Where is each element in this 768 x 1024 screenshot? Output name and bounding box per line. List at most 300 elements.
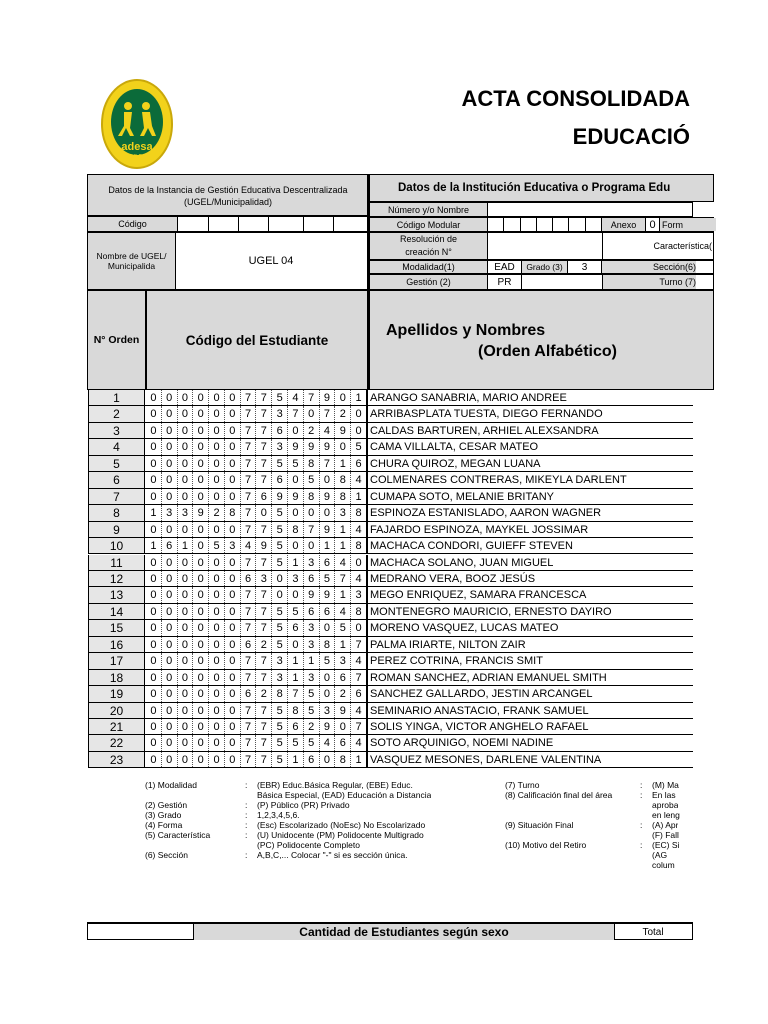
ugel-value: UGEL 04: [248, 255, 294, 267]
table-row: [88, 472, 693, 488]
code-digit: 3: [178, 505, 194, 520]
code-digit: 0: [225, 604, 241, 619]
row-number: 19: [88, 686, 145, 701]
code-digit: 7: [355, 671, 362, 684]
note-label: (1) Modalidad: [145, 780, 197, 790]
code-digit: 1: [355, 490, 362, 503]
apellidos-header: [368, 290, 714, 390]
code-digit: 2: [304, 719, 320, 734]
code-digit: 1: [355, 392, 362, 404]
code-digit: 9: [288, 439, 304, 454]
code-digit: 0: [304, 406, 320, 421]
code-digit: 0: [146, 670, 162, 685]
code-digit: 5: [304, 703, 320, 718]
code-digit: 8: [225, 505, 241, 520]
code-digit: 4: [335, 555, 351, 570]
title-line-1: ACTA CONSOLIDADA: [461, 86, 690, 111]
code-digit: 0: [288, 538, 304, 553]
code-digit: 4: [355, 704, 362, 717]
code-digit: 0: [178, 555, 194, 570]
code-digit: 3: [225, 538, 241, 553]
code-digit: 7: [241, 620, 257, 635]
row-number: 23: [88, 752, 145, 767]
code-digit: 0: [193, 571, 209, 586]
table-row: [88, 390, 693, 406]
note-separator: :: [245, 820, 248, 830]
code-digit: 0: [146, 735, 162, 750]
note-label: (9) Situación Final: [505, 820, 574, 830]
code-digit: 0: [193, 719, 209, 734]
code-digit: 0: [146, 587, 162, 602]
code-digit: 5: [288, 456, 304, 471]
instancia-label: Datos de la Instancia de Gestión Educativa Descentralizada (UGEL/Municipalidad): [108, 185, 348, 207]
code-digit: 7: [256, 670, 272, 685]
code-digit: 5: [272, 752, 288, 767]
code-digit: 1: [335, 637, 351, 652]
table-row: [88, 620, 693, 636]
code-digit: 7: [241, 390, 257, 405]
note-separator: :: [245, 800, 248, 810]
code-digit: 0: [320, 620, 336, 635]
code-digit: 0: [225, 703, 241, 718]
code-digit: 0: [355, 424, 362, 437]
note-separator: :: [245, 850, 248, 860]
code-digit: 0: [209, 406, 225, 421]
code-digit: 0: [193, 752, 209, 767]
logo-subtext: I.E.P.: [131, 154, 143, 160]
student-code: [146, 390, 368, 405]
table-row: [88, 522, 693, 538]
code-digit: 0: [146, 686, 162, 701]
code-digit: 6: [241, 637, 257, 652]
code-digit: 0: [162, 439, 178, 454]
code-digit: 0: [146, 571, 162, 586]
student-name: MONTENEGRO MAURICIO, ERNESTO DAYIRO: [370, 605, 612, 618]
code-digit: 0: [162, 735, 178, 750]
code-digit: 6: [355, 688, 362, 701]
code-digit: 0: [288, 587, 304, 602]
code-digit: 0: [225, 735, 241, 750]
student-code: [146, 505, 368, 520]
code-digit: 1: [288, 653, 304, 668]
codigo-divider: [238, 217, 239, 231]
school-logo: [100, 78, 174, 170]
codigo-header-label: Código del Estudiante: [185, 332, 329, 348]
code-digit: 0: [193, 406, 209, 421]
resolucion-label: Resolución de creación N°: [370, 233, 488, 259]
code-digit: 5: [272, 505, 288, 520]
code-digit: 7: [304, 390, 320, 405]
code-digit: 5: [320, 653, 336, 668]
total-label: Total: [642, 926, 664, 938]
code-digit: 0: [320, 505, 336, 520]
code-digit: 6: [320, 555, 336, 570]
code-digit: 0: [178, 439, 194, 454]
code-digit: 6: [256, 489, 272, 504]
student-code: [146, 406, 368, 421]
code-digit: 7: [256, 439, 272, 454]
student-code: [146, 620, 368, 635]
code-digit: 0: [162, 456, 178, 471]
code-digit: 0: [193, 538, 209, 553]
code-digit: 0: [209, 472, 225, 487]
table-row: [88, 489, 693, 505]
row-number: 21: [88, 719, 145, 734]
code-digit: 0: [225, 571, 241, 586]
code-digit: 0: [335, 719, 351, 734]
student-name: MEGO ENRIQUEZ, SAMARA FRANCESCA: [370, 589, 587, 602]
modalidad-row: [368, 260, 714, 274]
student-name: FAJARDO ESPINOZA, MAYKEL JOSSIMAR: [370, 523, 589, 536]
code-digit: 7: [256, 587, 272, 602]
code-digit: 0: [193, 653, 209, 668]
code-digit: 0: [193, 439, 209, 454]
code-digit: 0: [355, 408, 362, 421]
code-digit: 1: [335, 456, 351, 471]
code-digit: 4: [320, 423, 336, 438]
code-digit: 7: [241, 472, 257, 487]
code-digit: 0: [209, 703, 225, 718]
note-separator: :: [640, 820, 643, 830]
code-digit: 4: [241, 538, 257, 553]
code-digit: 1: [304, 653, 320, 668]
row-number: 16: [88, 637, 145, 652]
note-text: (PC) Polidocente Completo: [257, 840, 360, 850]
code-digit: 9: [304, 587, 320, 602]
code-digit: 0: [272, 587, 288, 602]
code-digit: 8: [335, 489, 351, 504]
code-digit: 8: [288, 522, 304, 537]
student-name: PEREZ COTRINA, FRANCIS SMIT: [370, 655, 543, 668]
code-digit: 0: [162, 489, 178, 504]
grado-value: 3: [568, 261, 602, 273]
note-separator: :: [245, 780, 248, 790]
note-text: aproba: [652, 800, 679, 810]
student-code: [146, 604, 368, 619]
institution-title: Datos de la Institución Educativa o Programa Edu: [398, 182, 671, 194]
title-line-2: EDUCACIÓ: [572, 124, 690, 149]
row-number: 3: [88, 423, 145, 438]
caracteristica-label: Característica(: [602, 233, 716, 259]
code-digit: 9: [304, 439, 320, 454]
code-digit: 0: [146, 653, 162, 668]
code-digit: 0: [193, 735, 209, 750]
code-digit: 1: [146, 538, 162, 553]
apellidos-header-label: Apellidos y Nombres: [386, 322, 546, 339]
student-code: [146, 637, 368, 652]
code-digit: 5: [288, 735, 304, 750]
orden-alfabetico-label: (Orden Alfabético): [478, 343, 617, 360]
code-digit: 3: [304, 620, 320, 635]
code-digit: 7: [256, 555, 272, 570]
table-row: [88, 439, 693, 455]
code-digit: 7: [256, 719, 272, 734]
code-digit: 6: [320, 604, 336, 619]
logo-text: adesa: [121, 141, 153, 153]
code-digit: 0: [178, 406, 194, 421]
code-digit: 0: [146, 620, 162, 635]
code-digit: 7: [304, 522, 320, 537]
code-digit: 7: [256, 653, 272, 668]
student-code: [146, 555, 368, 570]
code-digit: 7: [241, 522, 257, 537]
code-digit: 0: [193, 620, 209, 635]
code-digit: 3: [304, 670, 320, 685]
code-digit: 6: [355, 457, 362, 470]
code-digit: 0: [193, 604, 209, 619]
footer-bar: [87, 922, 693, 940]
code-digit: 3: [320, 703, 336, 718]
student-code: [146, 423, 368, 438]
code-digit: 7: [320, 406, 336, 421]
code-digit: 8: [320, 637, 336, 652]
code-digit: 4: [288, 390, 304, 405]
code-digit: 6: [288, 620, 304, 635]
note-text: A,B,C,... Colocar "-" si es sección única.: [257, 850, 408, 860]
code-digit: 9: [320, 719, 336, 734]
row-number: 10: [88, 538, 145, 553]
table-row: [88, 555, 693, 571]
code-digit: 0: [162, 620, 178, 635]
code-digit: 0: [146, 439, 162, 454]
code-digit: 7: [241, 752, 257, 767]
code-digit: 7: [241, 406, 257, 421]
row-number: 2: [88, 406, 145, 421]
code-digit: 2: [256, 637, 272, 652]
table-row: [88, 752, 693, 768]
code-digit: 0: [209, 637, 225, 652]
code-digit: 5: [304, 686, 320, 701]
code-digit: 7: [256, 456, 272, 471]
note-label: (2) Gestión: [145, 800, 188, 810]
codigo-label: Código: [88, 217, 178, 231]
code-digit: 6: [304, 571, 320, 586]
code-digit: 7: [241, 439, 257, 454]
row-number: 11: [88, 555, 145, 570]
code-digit: 5: [272, 555, 288, 570]
code-digit: 0: [225, 555, 241, 570]
codigo-modular-boxes: [488, 218, 602, 231]
row-number: 6: [88, 472, 145, 487]
code-digit: 4: [355, 523, 362, 536]
code-digit: 3: [288, 571, 304, 586]
code-digit: 0: [193, 587, 209, 602]
student-name: VASQUEZ MESONES, DARLENE VALENTINA: [370, 753, 602, 766]
code-digit: 0: [178, 571, 194, 586]
code-digit: 4: [355, 737, 362, 750]
code-digit: 5: [272, 637, 288, 652]
code-digit: 7: [256, 522, 272, 537]
code-digit: 0: [209, 390, 225, 405]
student-code: [146, 522, 368, 537]
code-digit: 0: [178, 752, 194, 767]
table-row: [88, 604, 693, 620]
code-digit: 0: [178, 472, 194, 487]
code-digit: 0: [225, 752, 241, 767]
row-number: 7: [88, 489, 145, 504]
code-digit: 7: [256, 406, 272, 421]
code-digit: 0: [288, 472, 304, 487]
gestion-value: PR: [488, 275, 522, 289]
code-digit: 0: [146, 406, 162, 421]
code-digit: 0: [225, 456, 241, 471]
code-digit: 0: [225, 637, 241, 652]
code-digit: 2: [256, 686, 272, 701]
code-digit: 0: [178, 686, 194, 701]
code-digit: 7: [241, 670, 257, 685]
code-digit: 0: [225, 670, 241, 685]
code-digit: 7: [256, 620, 272, 635]
code-digit: 0: [209, 719, 225, 734]
student-name: COLMENARES CONTRERAS, MIKEYLA DARLENT: [370, 474, 627, 487]
note-text: (EC) Si: [652, 840, 680, 850]
codigo-modular-label: Código Modular: [370, 218, 488, 231]
code-digit: 5: [209, 538, 225, 553]
note-text: 1,2,3,4,5,6.: [257, 810, 300, 820]
row-number: 9: [88, 522, 145, 537]
code-digit: 0: [225, 406, 241, 421]
code-digit: 0: [225, 522, 241, 537]
code-digit: 0: [288, 423, 304, 438]
code-digit: 0: [225, 390, 241, 405]
code-digit: 0: [162, 686, 178, 701]
note-label: (8) Calificación final del área: [505, 790, 613, 800]
code-digit: 8: [355, 540, 362, 553]
code-digit: 0: [162, 522, 178, 537]
code-digit: 6: [335, 735, 351, 750]
code-digit: 7: [241, 735, 257, 750]
code-digit: 0: [225, 587, 241, 602]
code-digit: 6: [241, 571, 257, 586]
code-digit: 0: [209, 752, 225, 767]
code-digit: 0: [146, 555, 162, 570]
codigo-divider: [303, 217, 304, 231]
code-digit: 1: [178, 538, 194, 553]
student-code: [146, 571, 368, 586]
student-name: ARANGO SANABRIA, MARIO ANDREE: [370, 392, 567, 404]
note-text: (EBR) Educ.Básica Regular, (EBE) Educ.: [257, 780, 413, 790]
row-number: 12: [88, 571, 145, 586]
institution-header: [368, 174, 714, 202]
note-text: (AG: [652, 850, 668, 860]
code-digit: 0: [225, 620, 241, 635]
code-digit: 8: [335, 472, 351, 487]
student-name: ROMAN SANCHEZ, ADRIAN EMANUEL SMITH: [370, 671, 607, 684]
code-digit: 7: [256, 703, 272, 718]
code-digit: 1: [320, 538, 336, 553]
code-digit: 0: [178, 489, 194, 504]
code-digit: 7: [355, 721, 362, 733]
code-digit: 6: [241, 686, 257, 701]
code-digit: 7: [355, 638, 362, 651]
student-name: MEDRANO VERA, BOOZ JESÚS: [370, 572, 536, 585]
codigo-row: [87, 216, 368, 232]
code-digit: 0: [178, 587, 194, 602]
code-digit: 0: [209, 571, 225, 586]
cantidad-label: Cantidad de Estudiantes según sexo: [193, 924, 615, 940]
code-digit: 0: [162, 719, 178, 734]
code-digit: 0: [178, 735, 194, 750]
student-code: [146, 703, 368, 718]
code-digit: 0: [146, 489, 162, 504]
code-digit: 0: [193, 686, 209, 701]
code-digit: 0: [146, 703, 162, 718]
code-digit: 0: [162, 670, 178, 685]
student-name: PALMA IRIARTE, NILTON ZAIR: [370, 638, 526, 651]
code-digit: 0: [162, 406, 178, 421]
note-label: (5) Característica: [145, 830, 211, 840]
code-digit: 9: [320, 587, 336, 602]
student-code: [146, 719, 368, 734]
code-digit: 7: [241, 555, 257, 570]
note-separator: :: [245, 830, 248, 840]
table-row: [88, 703, 693, 719]
code-digit: 0: [209, 670, 225, 685]
code-digit: 4: [335, 604, 351, 619]
code-digit: 7: [256, 472, 272, 487]
code-digit: 0: [146, 637, 162, 652]
code-digit: 0: [288, 637, 304, 652]
table-row: [88, 587, 693, 603]
code-digit: 6: [288, 719, 304, 734]
note-text: en leng: [652, 810, 680, 820]
modalidad-value: EAD: [488, 261, 522, 273]
row-number: 4: [88, 439, 145, 454]
code-digit: 0: [225, 653, 241, 668]
code-digit: 5: [335, 620, 351, 635]
student-name: ARRIBASPLATA TUESTA, DIEGO FERNANDO: [370, 408, 603, 421]
code-digit: 3: [335, 653, 351, 668]
codigo-divider: [268, 217, 269, 231]
code-digit: 0: [162, 390, 178, 405]
code-digit: 1: [355, 753, 362, 766]
table-row: [88, 653, 693, 669]
code-digit: 6: [272, 423, 288, 438]
code-digit: 0: [178, 390, 194, 405]
code-digit: 0: [178, 719, 194, 734]
code-digit: 6: [304, 604, 320, 619]
code-digit: 0: [193, 472, 209, 487]
orden-header-label: N° Orden: [93, 334, 140, 346]
code-digit: 9: [193, 505, 209, 520]
code-digit: 0: [146, 522, 162, 537]
code-digit: 7: [241, 653, 257, 668]
code-digit: 6: [335, 670, 351, 685]
note-text: (M) Ma: [652, 780, 679, 790]
code-digit: 9: [256, 538, 272, 553]
row-number: 1: [88, 390, 145, 405]
codigo-divider: [208, 217, 209, 231]
code-digit: 0: [209, 456, 225, 471]
student-code: [146, 587, 368, 602]
code-digit: 0: [193, 390, 209, 405]
code-digit: 0: [178, 703, 194, 718]
note-text: colum: [652, 860, 675, 870]
student-code: [146, 752, 368, 767]
student-name: SOLIS YINGA, VICTOR ANGHELO RAFAEL: [370, 721, 589, 733]
code-digit: 4: [320, 735, 336, 750]
code-digit: 7: [320, 456, 336, 471]
student-name: SOTO ARQUINIGO, NOEMI NADINE: [370, 737, 554, 750]
code-digit: 0: [209, 686, 225, 701]
code-digit: 7: [241, 587, 257, 602]
note-text: (U) Unidocente (PM) Polidocente Multigrado: [257, 830, 424, 840]
table-row: [88, 571, 693, 587]
student-name: ESPINOZA ESTANISLADO, AARON WAGNER: [370, 507, 602, 520]
table-row: [88, 505, 693, 521]
code-digit: 9: [272, 489, 288, 504]
row-number: 15: [88, 620, 145, 635]
